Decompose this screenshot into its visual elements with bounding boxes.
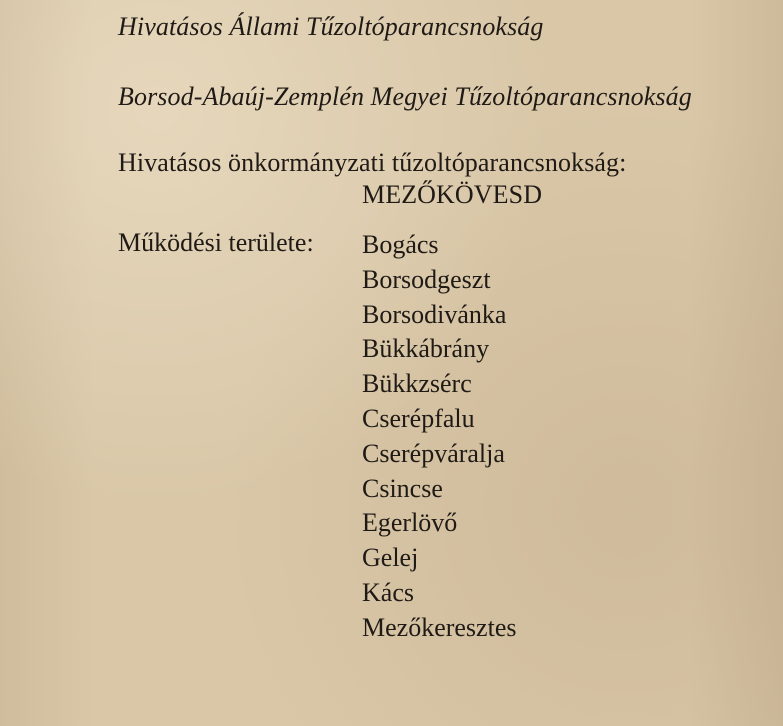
settlement-item: Bükkzsérc [362, 369, 472, 399]
settlement-item: Borsodivánka [362, 299, 507, 329]
settlement-item: Bükkábrány [362, 334, 490, 364]
settlement-item: Mezőkeresztes [362, 612, 517, 642]
settlement-item: Cserépváralja [362, 438, 505, 468]
county-fire-command-header: Borsod-Abaúj-Zemplén Megyei Tűzoltóparancsnokság [118, 82, 692, 111]
local-fire-command-label: Hivatásos önkormányzati tűzoltóparancsnokság: [118, 148, 627, 177]
settlement-item: Borsodgeszt [362, 264, 491, 294]
state-fire-command-header: Hivatásos Állami Tűzoltóparancsnokság [118, 12, 544, 41]
settlement-item: Egerlövő [362, 508, 458, 538]
local-fire-command-name: MEZŐKÖVESD [362, 180, 543, 209]
settlement-item: Gelej [362, 543, 419, 573]
settlement-item: Bogács [362, 230, 439, 259]
operating-area-label: Működési területe: [118, 228, 314, 257]
settlements-list [362, 228, 516, 646]
settlement-item: Cserépfalu [362, 403, 475, 433]
settlement-item: Kács [362, 577, 414, 607]
settlement-item: Csincse [362, 473, 443, 503]
